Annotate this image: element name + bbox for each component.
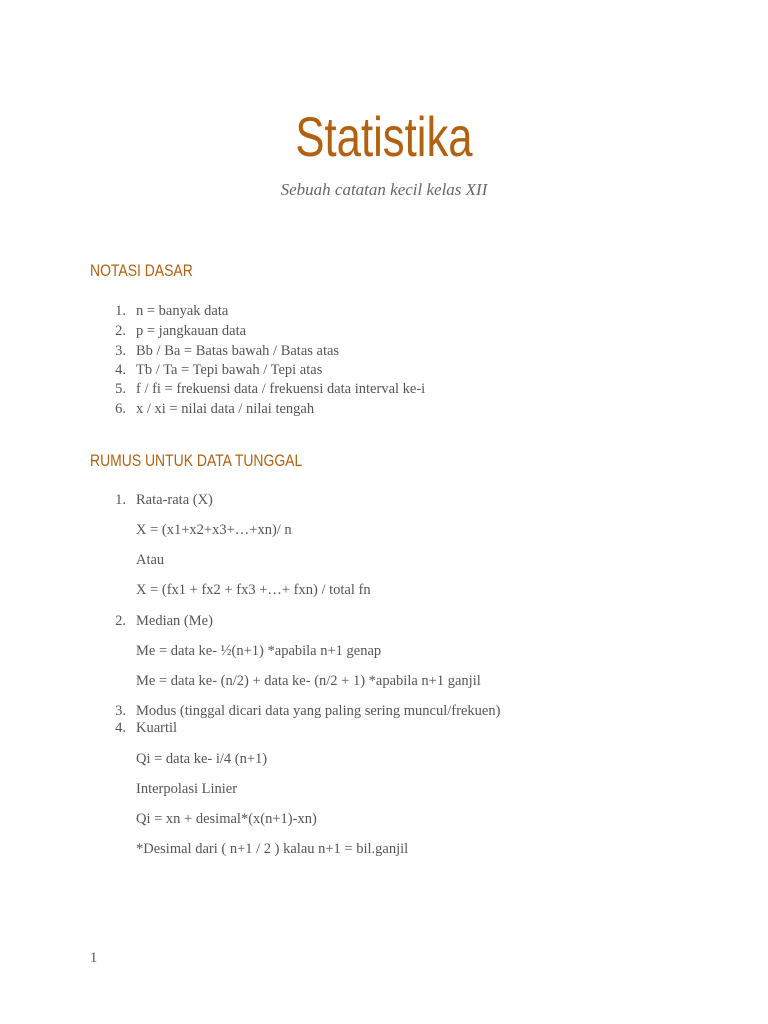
list-number: 2. — [115, 613, 126, 629]
formula-line: Atau — [136, 552, 165, 568]
formula-line: Qi = xn + desimal*(x(n+1)-xn) — [136, 811, 317, 827]
list-number: 6. — [115, 401, 126, 417]
list-number: 3. — [115, 343, 126, 359]
page-number: 1 — [90, 950, 98, 966]
formula-line: *Desimal dari ( n+1 / 2 ) kalau n+1 = bil.ganjil — [136, 841, 409, 857]
list-number: 1. — [115, 492, 126, 508]
list-item-modus: Modus (tinggal dicari data yang paling sering muncul/frekuen) — [136, 703, 501, 719]
section-heading-notasi-dasar: NOTASI DASAR — [90, 261, 193, 280]
document-subtitle: Sebuah catatan kecil kelas XII — [280, 180, 488, 199]
list-number: 4. — [115, 720, 126, 736]
document-title: Statistika — [295, 105, 473, 168]
list-item: Tb / Ta = Tepi bawah / Tepi atas — [136, 362, 323, 378]
list-item: f / fi = frekuensi data / frekuensi data interval ke-i — [136, 381, 426, 397]
formula-line: Interpolasi Linier — [136, 781, 238, 797]
formula-line: Me = data ke- ½(n+1) *apabila n+1 genap — [136, 643, 382, 659]
list-number: 1. — [115, 303, 126, 319]
list-item: p = jangkauan data — [136, 323, 247, 339]
list-number: 5. — [115, 381, 126, 397]
list-number: 4. — [115, 362, 126, 378]
list-item: Bb / Ba = Batas bawah / Batas atas — [136, 343, 340, 359]
list-number: 3. — [115, 703, 126, 719]
formula-line: X = (fx1 + fx2 + fx3 +…+ fxn) / total fn — [136, 582, 371, 598]
formula-line: X = (x1+x2+x3+…+xn)/ n — [136, 522, 292, 538]
list-item: x / xi = nilai data / nilai tengah — [136, 401, 315, 417]
list-item-rata-rata: Rata-rata (X) — [136, 492, 213, 508]
list-number: 2. — [115, 323, 126, 339]
formula-line: Me = data ke- (n/2) + data ke- (n/2 + 1) *apabila n+1 ganjil — [136, 673, 481, 689]
list-item-kuartil: Kuartil — [136, 720, 178, 736]
formula-line: Qi = data ke- i/4 (n+1) — [136, 751, 268, 767]
section-heading-rumus-data-tunggal: RUMUS UNTUK DATA TUNGGAL — [90, 451, 303, 470]
list-item-median: Median (Me) — [136, 613, 213, 629]
list-item: n = banyak data — [136, 303, 229, 319]
